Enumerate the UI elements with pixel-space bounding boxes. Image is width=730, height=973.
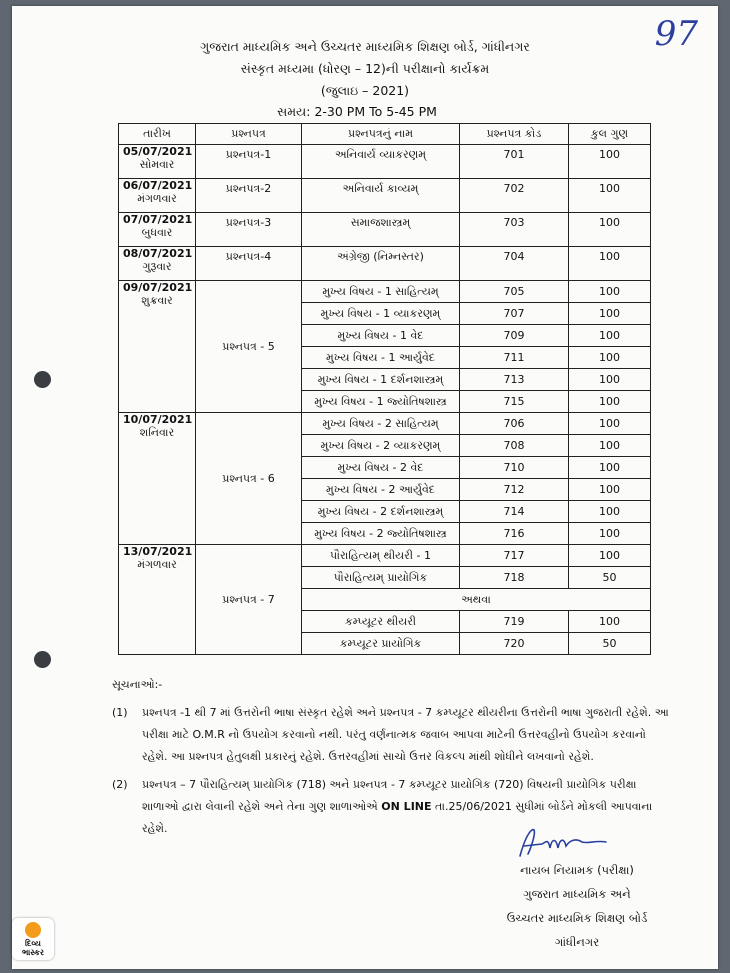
- paper-name: સમાજશાસ્ત્રમ્: [302, 213, 460, 247]
- signatory-org-line: ગુજરાત માધ્યમિક અને: [523, 887, 631, 901]
- paper-code: 705: [460, 281, 569, 303]
- total-marks: 100: [569, 303, 651, 325]
- logo-sun-icon: [25, 922, 41, 938]
- date-cell: [119, 247, 196, 281]
- paper-code: 707: [460, 303, 569, 325]
- paper-code: 717: [460, 545, 569, 567]
- total-marks: 100: [569, 325, 651, 347]
- paper-name: અનિવાર્ય કાવ્યમ્: [302, 179, 460, 213]
- exam-month: (જુલાઇ – 2021): [320, 83, 410, 98]
- paper-number: પ્રશ્નપત્ર - 7: [196, 545, 302, 655]
- paper-name: મુખ્ય વિષય - 1 આર્યુવેદ: [302, 347, 460, 369]
- total-marks: 100: [569, 347, 651, 369]
- paper-code: 708: [460, 435, 569, 457]
- total-marks: 100: [569, 435, 651, 457]
- exam-date: 05/07/2021: [123, 145, 193, 158]
- paper-number: પ્રશ્નપત્ર-4: [196, 247, 302, 281]
- signatory-block: [492, 858, 662, 954]
- total-marks: 100: [569, 213, 651, 247]
- paper-name: પૌરાહિત્યમ્ થીયરી - 1: [302, 545, 460, 567]
- instructions-title: સૂચનાઓ:-: [112, 678, 163, 691]
- paper-name: મુખ્ય વિષય - 2 વ્યાકરણમ્: [302, 435, 460, 457]
- table-row: [119, 545, 651, 567]
- document-page: [12, 6, 718, 969]
- board-title: ગુજરાત માધ્યમિક અને ઉચ્ચતર માધ્યમિક શિક્ષણ બોર્ડ, ગાંધીનગર: [200, 39, 530, 54]
- paper-name: અંગ્રેજી (નિમ્નસ્તર): [302, 247, 460, 281]
- paper-code: 713: [460, 369, 569, 391]
- logo-text: દિવ્ય: [25, 939, 41, 948]
- paper-number: પ્રશ્નપત્ર-1: [196, 145, 302, 179]
- paper-name: મુખ્ય વિષય - 2 આર્યુવેદ: [302, 479, 460, 501]
- table-header-row: [119, 124, 651, 145]
- paper-code: 719: [460, 611, 569, 633]
- paper-code: 718: [460, 567, 569, 589]
- paper-code: 716: [460, 523, 569, 545]
- date-cell: [119, 213, 196, 247]
- instruction-number: (2): [112, 778, 128, 791]
- paper-code: 712: [460, 479, 569, 501]
- exam-day: શુક્રવાર: [141, 294, 173, 307]
- date-cell: [119, 179, 196, 213]
- date-cell: [119, 545, 196, 655]
- exam-time: સમય: 2-30 PM To 5-45 PM: [277, 104, 437, 119]
- exam-title: સંસ્કૃત મધ્યમા (ધોરણ – 12)ની પરીક્ષાનો કાર્યક્રમ: [240, 61, 490, 76]
- total-marks: 100: [569, 369, 651, 391]
- paper-name: અનિવાર્ય વ્યાકરણમ્: [302, 145, 460, 179]
- exam-date: 13/07/2021: [123, 545, 193, 558]
- table-row: [119, 179, 651, 213]
- table-row: [119, 145, 651, 179]
- paper-code: 704: [460, 247, 569, 281]
- instruction-number: (1): [112, 706, 128, 719]
- total-marks: 100: [569, 457, 651, 479]
- paper-name: પૌરાહિત્યમ્ પ્રાયોગિક: [302, 567, 460, 589]
- date-cell: [119, 145, 196, 179]
- header-paper-name: પ્રશ્નપત્રનું નામ: [302, 124, 460, 145]
- exam-date: 10/07/2021: [123, 413, 193, 426]
- paper-name: મુખ્ય વિષય - 1 જ્યોતિષશાસ્ત્ર: [302, 391, 460, 413]
- paper-code: 714: [460, 501, 569, 523]
- paper-name: મુખ્ય વિષય - 2 વેદ: [302, 457, 460, 479]
- paper-code: 703: [460, 213, 569, 247]
- paper-code: 710: [460, 457, 569, 479]
- exam-day: મંગળવાર: [137, 192, 177, 205]
- exam-day: સોમવાર: [139, 158, 175, 171]
- paper-number: પ્રશ્નપત્ર - 5: [196, 281, 302, 413]
- exam-date: 07/07/2021: [123, 213, 193, 226]
- exam-day: ગુરૂવાર: [142, 260, 172, 273]
- signatory-designation: નાયબ નિયામક (પરીક્ષા): [520, 863, 634, 877]
- total-marks: 100: [569, 145, 651, 179]
- table-row: [119, 213, 651, 247]
- paper-name: મુખ્ય વિષય - 1 સાહિત્યમ્: [302, 281, 460, 303]
- deadline-date: તા.25/06/2021: [435, 800, 512, 813]
- paper-name: મુખ્ય વિષય - 1 દર્શનશાસ્ત્રમ્: [302, 369, 460, 391]
- paper-code: 715: [460, 391, 569, 413]
- total-marks: 100: [569, 247, 651, 281]
- punch-hole: [34, 371, 51, 388]
- exam-date: 09/07/2021: [123, 281, 193, 294]
- total-marks: 100: [569, 281, 651, 303]
- handwritten-page-number: 97: [654, 14, 698, 54]
- total-marks: 100: [569, 523, 651, 545]
- logo-text: ભાસ્કર: [21, 948, 45, 957]
- instruction-1: [112, 702, 672, 768]
- paper-number: પ્રશ્નપત્ર-2: [196, 179, 302, 213]
- instructions: [112, 674, 672, 840]
- paper-code: 702: [460, 179, 569, 213]
- header-paper: પ્રશ્નપત્ર: [196, 124, 302, 145]
- date-cell: [119, 413, 196, 545]
- paper-name: મુખ્ય વિષય - 1 વેદ: [302, 325, 460, 347]
- exam-day: શનિવાર: [139, 426, 175, 439]
- exam-date: 06/07/2021: [123, 179, 193, 192]
- table-row: [119, 413, 651, 435]
- exam-day: મંગળવાર: [137, 558, 177, 571]
- paper-code: 720: [460, 633, 569, 655]
- total-marks: 100: [569, 545, 651, 567]
- total-marks: 50: [569, 567, 651, 589]
- divya-bhaskar-logo: [12, 918, 54, 960]
- punch-hole: [34, 651, 51, 668]
- paper-number: પ્રશ્નપત્ર - 6: [196, 413, 302, 545]
- table-row: [119, 281, 651, 303]
- paper-name: મુખ્ય વિષય - 1 વ્યાકરણમ્: [302, 303, 460, 325]
- paper-name: મુખ્ય વિષય - 2 સાહિત્યમ્: [302, 413, 460, 435]
- total-marks: 100: [569, 501, 651, 523]
- header-total-marks: કુલ ગુણ: [569, 124, 651, 145]
- exam-date: 08/07/2021: [123, 247, 193, 260]
- paper-code: 711: [460, 347, 569, 369]
- total-marks: 100: [569, 391, 651, 413]
- date-cell: [119, 281, 196, 413]
- signatory-org-line: ઉચ્ચતર માધ્યમિક શિક્ષણ બોર્ડ: [506, 911, 648, 925]
- paper-name: મુખ્ય વિષય - 2 દર્શનશાસ્ત્રમ્: [302, 501, 460, 523]
- paper-number: પ્રશ્નપત્ર-3: [196, 213, 302, 247]
- total-marks: 100: [569, 413, 651, 435]
- paper-name: અથવા: [302, 589, 651, 611]
- paper-code: 709: [460, 325, 569, 347]
- paper-code: 706: [460, 413, 569, 435]
- instruction-text: સુધીમાં બોર્ડને મોકલી આપવાના રહેશે.: [142, 800, 653, 835]
- total-marks: 100: [569, 179, 651, 213]
- header-date: તારીખ: [119, 124, 196, 145]
- exam-day: બુધવાર: [141, 226, 173, 239]
- paper-name: મુખ્ય વિષય - 2 જ્યોતિષશાસ્ત્ર: [302, 523, 460, 545]
- schedule-table: [118, 123, 651, 655]
- instruction-text: પ્રશ્નપત્ર – 7 પૌરાહિત્યમ્ પ્રાયોગિક (718) અને પ્રશ્નપત્ર - 7 કમ્પ્યૂટર પ્રાયોગિક (720) વિષયની પ્રાયોગિક પરીક્ષા શાળાઓ દ્વારા લેવાની રહેશે અને તેના ગુણ શાળાઓએ: [142, 778, 637, 813]
- header-paper-code: પ્રશ્નપત્ર કોડ: [460, 124, 569, 145]
- paper-code: 701: [460, 145, 569, 179]
- total-marks: 50: [569, 633, 651, 655]
- total-marks: 100: [569, 479, 651, 501]
- signatory-city: ગાંધીનગર: [554, 935, 600, 949]
- instruction-text: પ્રશ્નપત્ર -1 થી 7 માં ઉત્તરોની ભાષા સંસ્કૃત રહેશે અને પ્રશ્નપત્ર - 7 કમ્પ્યૂટર થીયરીના ઉત્તરોની ભાષા ગુજરાતી રહેશે. આ પરીક્ષા માટે O.M.R નો ઉપયોગ કરવાનો નથી. પરંતુ વર્ણનાત્મક જવાબ આપવા માટેની ઉત્તરવહીનો ઉપયોગ કરવાનો રહેશે. આ પ્રશ્નપત્ર હેતુલક્ષી પ્રકારનું રહેશે. ઉત્તરવહીમાં સાચો ઉત્તર વિકલ્પ માંથી શોધીને લખવાનો રહેશે.: [142, 706, 669, 763]
- total-marks: 100: [569, 611, 651, 633]
- table-row: [119, 247, 651, 281]
- online-emphasis: ON LINE: [381, 800, 432, 813]
- paper-name: કમ્પ્યૂટર પ્રાયોગિક: [302, 633, 460, 655]
- paper-name: કમ્પ્યૂટર થીયરી: [302, 611, 460, 633]
